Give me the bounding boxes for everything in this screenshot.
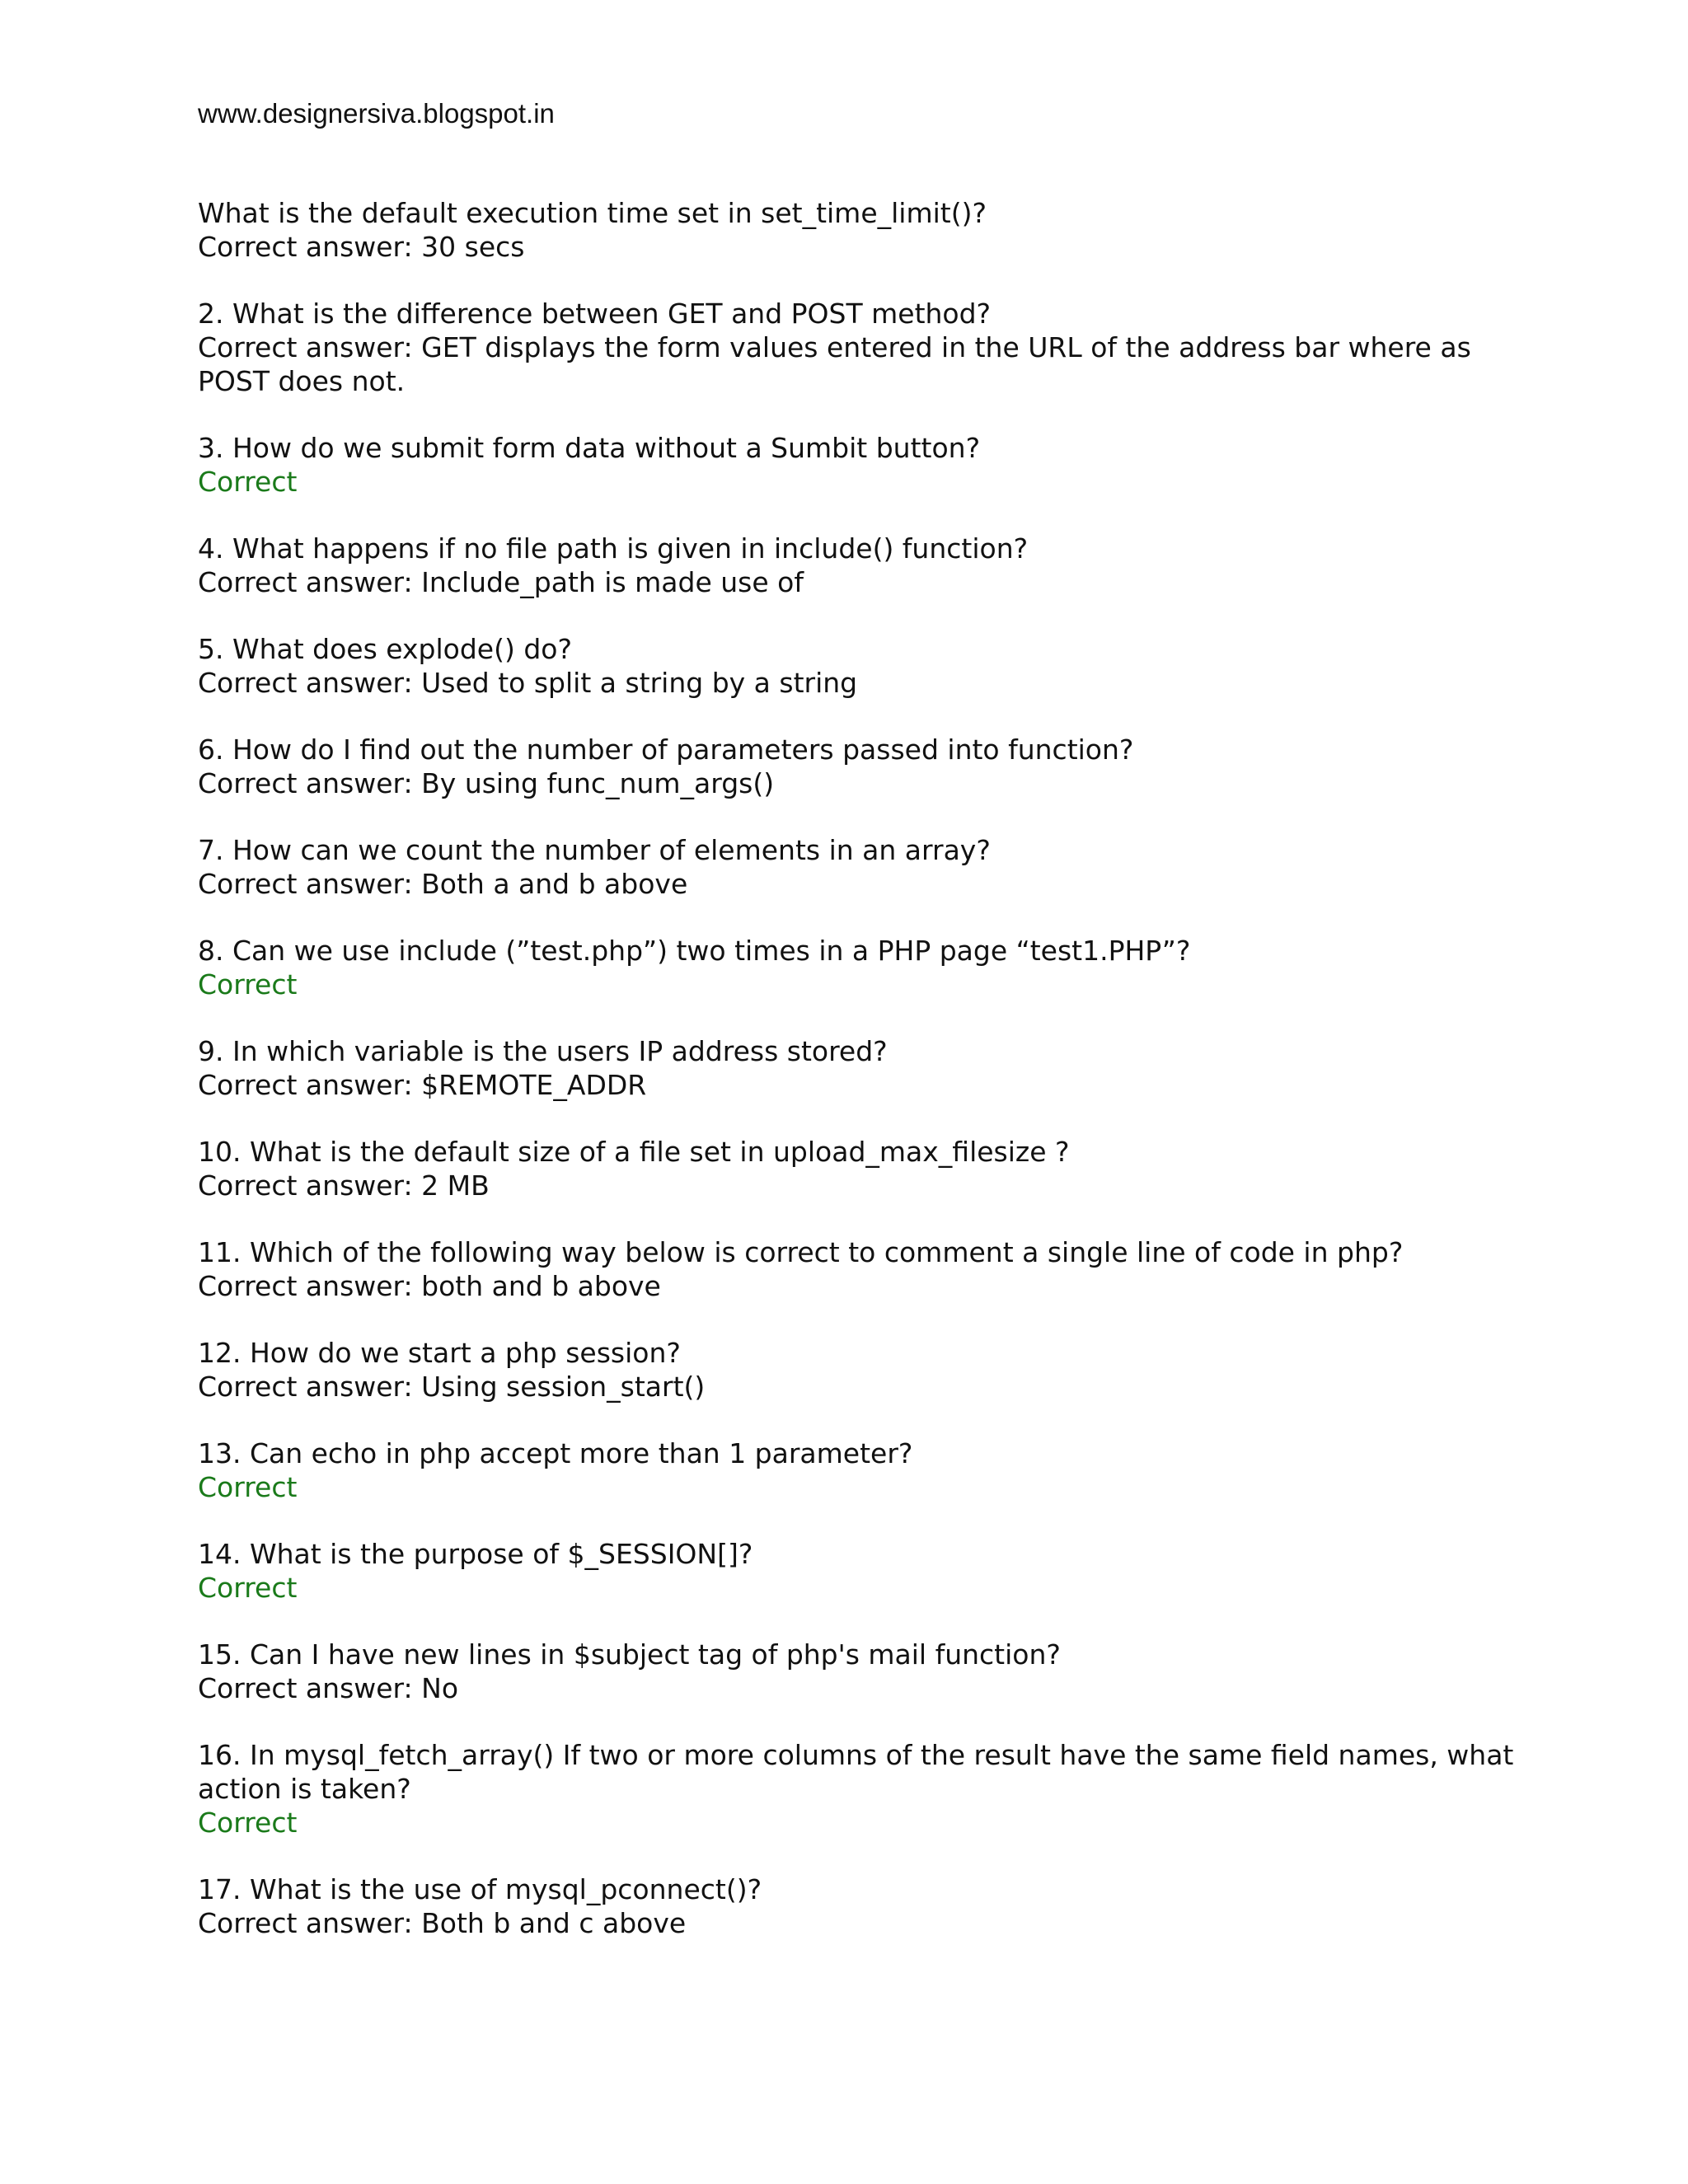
question-text: 11. Which of the following way below is correct to comment a single line of code in php? [198,1236,1404,1268]
qa-item [198,431,1550,499]
qa-item [198,934,1550,1001]
correct-label: Correct [198,1807,298,1839]
correct-label: Correct [198,1572,298,1604]
answer-text: Correct answer: $REMOTE_ADDR [198,1069,647,1101]
answer-text: Correct answer: By using func_num_args() [198,767,775,799]
qa-item [198,1638,1550,1705]
qa-item [198,1738,1550,1840]
question-text: 15. Can I have new lines in $subject tag of php's mail function? [198,1638,1061,1671]
qa-item [198,1436,1550,1504]
answer-text: Correct answer: both and b above [198,1270,661,1302]
answer-text: Correct answer: Both b and c above [198,1907,687,1939]
qa-item [198,532,1550,599]
header-url: www.designersiva.blogspot.in [198,98,555,129]
qa-item [198,1135,1550,1202]
question-text: 2. What is the difference between GET and POST method? [198,298,992,330]
answer-text: Correct answer: GET displays the form values entered in the URL of the address bar where as POST does not. [198,331,1471,397]
question-text: 13. Can echo in php accept more than 1 parameter? [198,1437,913,1469]
correct-label: Correct [198,968,298,1001]
question-text: 9. In which variable is the users IP address stored? [198,1035,888,1067]
qa-item [198,196,1550,264]
qa-item [198,1034,1550,1102]
question-text: 14. What is the purpose of $_SESSION[]? [198,1538,753,1570]
answer-text: Correct answer: 30 secs [198,231,525,263]
question-text: 3. How do we submit form data without a Sumbit button? [198,432,981,464]
question-text: 4. What happens if no file path is given in include() function? [198,532,1029,565]
answer-text: Correct answer: No [198,1672,459,1704]
answer-text: Correct answer: 2 MB [198,1169,490,1202]
qa-list [198,196,1550,1973]
question-text: 6. How do I find out the number of parameters passed into function? [198,733,1134,766]
question-text: 8. Can we use include (”test.php”) two times in a PHP page “test1.PHP”? [198,935,1191,967]
question-text: 16. In mysql_fetch_array() If two or more columns of the result have the same field names, what action is taken? [198,1739,1514,1805]
question-text: 10. What is the default size of a file set in upload_max_filesize ? [198,1136,1070,1168]
answer-text: Correct answer: Both a and b above [198,868,688,900]
qa-item [198,632,1550,700]
correct-label: Correct [198,1471,298,1503]
qa-item [198,733,1550,800]
qa-item [198,1537,1550,1605]
qa-item [198,1235,1550,1303]
question-text: 7. How can we count the number of elements in an array? [198,834,991,866]
qa-item [198,1872,1550,1940]
qa-item [198,833,1550,901]
question-text: 17. What is the use of mysql_pconnect()? [198,1873,762,1905]
qa-item [198,1336,1550,1404]
answer-text: Correct answer: Include_path is made use of [198,566,804,598]
correct-label: Correct [198,466,298,498]
question-text: 12. How do we start a php session? [198,1337,681,1369]
answer-text: Correct answer: Using session_start() [198,1371,706,1403]
question-text: What is the default execution time set in set_time_limit()? [198,197,987,229]
qa-item [198,297,1550,398]
question-text: 5. What does explode() do? [198,633,572,665]
answer-text: Correct answer: Used to split a string by a string [198,667,858,699]
